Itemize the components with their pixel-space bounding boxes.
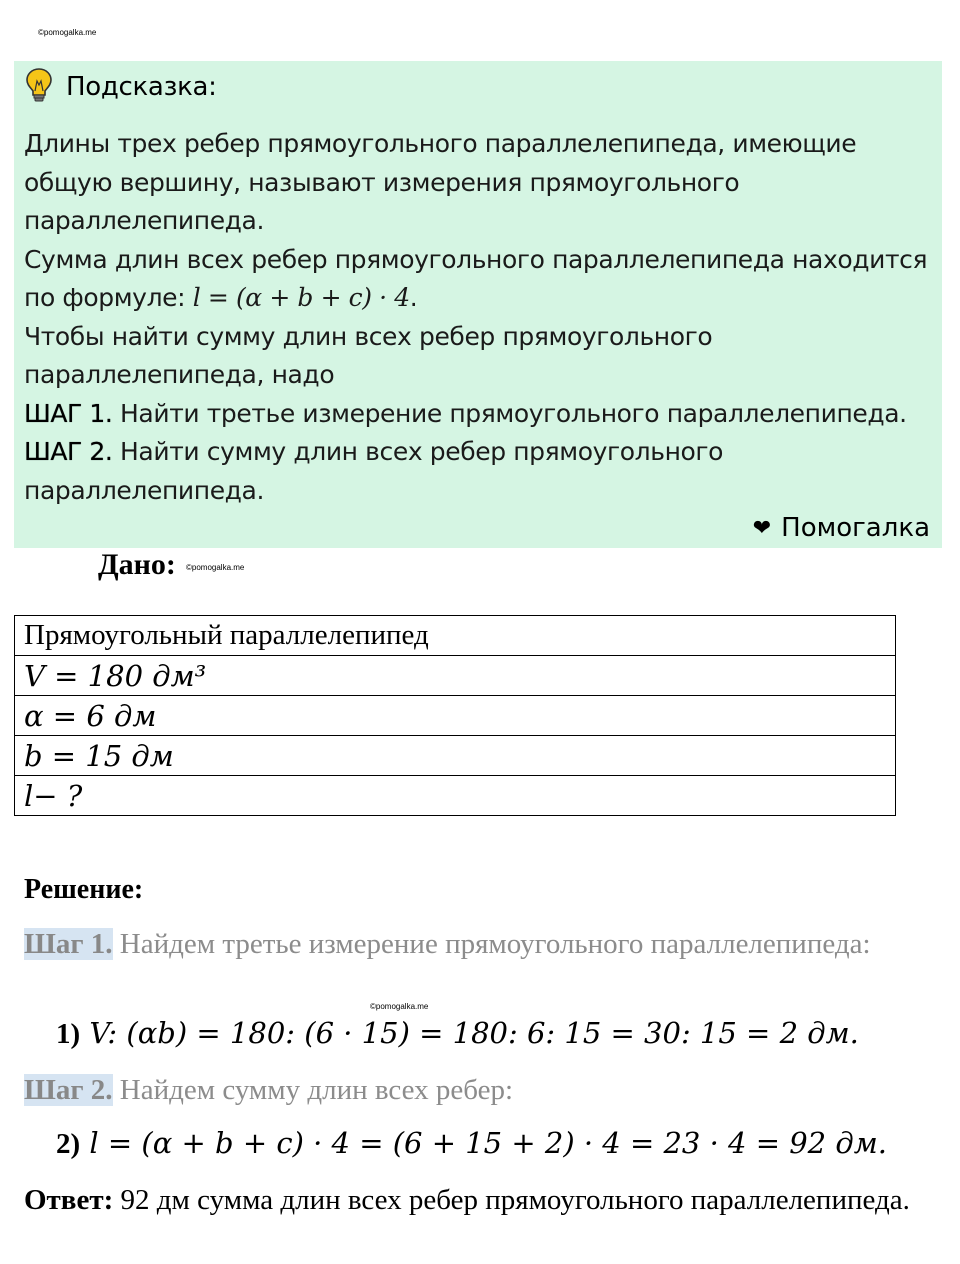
- calculation-1-number: 1): [56, 1018, 81, 1050]
- solution-step-1: [24, 924, 924, 964]
- given-shape: Прямоугольный параллелепипед: [15, 616, 896, 656]
- calculation-1-expression: V: (αb) = 180: (6 · 15) = 180: 6: 15 = 30: 15 = 2 дм.: [89, 1016, 859, 1050]
- solution-step-2: [24, 1070, 924, 1110]
- step-2-tag: Шаг 2.: [24, 1074, 113, 1106]
- hint-paragraph-definition: Длины трех ребер прямоугольного параллелепипеда, имеющие общую вершину, называют измерения прямоугольного параллелепипеда.: [24, 129, 857, 235]
- watermark-solution: ©pomogalka.me: [370, 1002, 429, 1011]
- answer: [24, 1180, 924, 1220]
- solution-label: Решение:: [24, 874, 144, 905]
- table-row: [15, 616, 896, 656]
- step-2-text: Найдем сумму длин всех ребер:: [112, 1074, 514, 1106]
- calculation-1: [56, 1016, 859, 1051]
- formula-end: .: [409, 283, 418, 312]
- table-row: [15, 776, 896, 816]
- answer-label: Ответ:: [24, 1184, 114, 1216]
- watermark-top: ©pomogalka.me: [38, 28, 97, 37]
- answer-text: 92 дм сумма длин всех ребер прямоугольного параллелепипеда.: [113, 1184, 910, 1216]
- hint-body: [24, 125, 934, 510]
- table-row: [15, 656, 896, 696]
- table-row: [15, 696, 896, 736]
- step-1-text: Найдем третье измерение прямоугольного параллелепипеда:: [112, 928, 871, 960]
- hint-box: [14, 61, 942, 548]
- brand-name: Помогалка: [781, 513, 930, 543]
- lightbulb-icon: [24, 67, 54, 107]
- table-row: [15, 736, 896, 776]
- calculation-2-expression: l = (α + b + c) · 4 = (6 + 15 + 2) · 4 = 23 · 4 = 92 дм.: [89, 1126, 887, 1160]
- given-length: α = 6 дм: [15, 696, 896, 736]
- hint-step-1: [24, 395, 934, 434]
- hint-paragraph-plan: Чтобы найти сумму длин всех ребер прямоугольного параллелепипеда, надо: [24, 321, 713, 389]
- hint-step-1-label: ШАГ 1.: [24, 398, 113, 428]
- hint-title: Подсказка:: [66, 72, 217, 102]
- hint-step-2: [24, 433, 934, 510]
- hint-header: [24, 67, 217, 107]
- hint-step-2-label: ШАГ 2.: [24, 437, 113, 466]
- given-unknown: l− ?: [15, 776, 896, 816]
- hint-step-2-text: Найти сумму длин всех ребер прямоугольного параллелепипеда.: [24, 437, 724, 505]
- brand: [753, 513, 930, 543]
- given-volume: V = 180 дм³: [15, 656, 896, 696]
- hint-step-1-text: Найти третье измерение прямоугольного параллелепипеда.: [112, 398, 907, 428]
- step-1-tag: Шаг 1.: [24, 928, 113, 960]
- given-width: b = 15 дм: [15, 736, 896, 776]
- heart-icon: ❤: [752, 515, 772, 541]
- calculation-2-number: 2): [56, 1128, 81, 1160]
- hint-paragraph-formula: [24, 241, 934, 318]
- watermark-given: ©pomogalka.me: [186, 563, 245, 572]
- calculation-2: [56, 1126, 887, 1161]
- given-label: Дано:: [98, 548, 176, 581]
- given-table: [14, 615, 896, 816]
- formula: l = (α + b + c) · 4: [192, 283, 410, 312]
- formula-intro: Сумма длин всех ребер прямоугольного параллелепипеда находится по формуле:: [24, 244, 928, 312]
